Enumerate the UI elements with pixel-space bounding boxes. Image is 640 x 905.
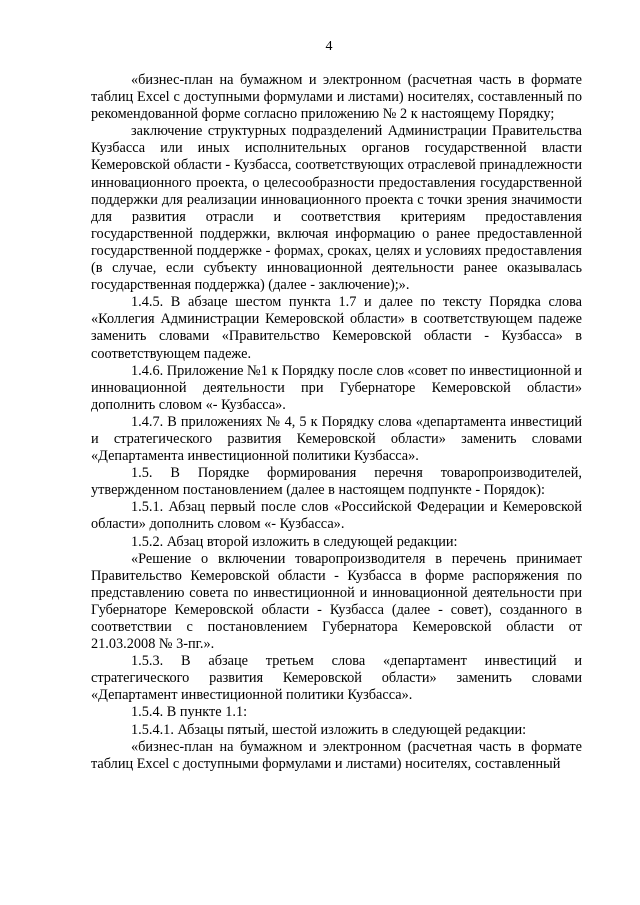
paragraph: 1.4.5. В абзаце шестом пункта 1.7 и далее по тексту Порядка слова «Коллегия Администрации Кемеровской области» в соответствующем падеже заменить словами «Правительство Кемеровской области - Кузбасса» в соответствующем падеже. [91,294,582,362]
paragraph: 1.5. В Порядке формирования перечня товаропроизводителей, утвержденном постановлением (далее в настоящем подпункте - Порядок): [91,465,582,499]
paragraph: 1.5.1. Абзац первый после слов «Российской Федерации и Кемеровской области» дополнить словом «- Кузбасса». [91,499,582,533]
paragraph: 1.5.4. В пункте 1.1: [131,704,248,721]
paragraph: 1.4.7. В приложениях № 4, 5 к Порядку слова «департамента инвестиций и стратегического развития Кемеровской области» заменить словами «Департамента инвестиционной политики Кузбасса». [91,413,582,465]
paragraph: «бизнес-план на бумажном и электронном (расчетная часть в формате таблиц Excel с доступными формулами и листами) носителях, составленный по рекомендованной форме согласно приложению № 2 к настоящему Порядку; [91,72,582,123]
paragraph: 1.5.4.1. Абзацы пятый, шестой изложить в следующей редакции: [131,721,527,738]
paragraph: «Решение о включении товаропроизводителя в перечень принимает Правительство Кемеровской области - Кузбасса в форме распоряжения по представлению совета по инвестиционной и инновационной деятельности при Губернаторе Кемеровской области - Кузбасса (далее - совет), созданного в соответствии с постановлением Губернатора Кемеровской области от 21.03.2008 № 3-пг.». [91,550,582,653]
paragraph: заключение структурных подразделений Администрации Правительства Кузбасса или иных исполнительных органов государственной власти Кемеровской области - Кузбасса, соответствующих отраслевой принадлежности инновационного проекта, о целесообразности предоставления государственной поддержки для реализации инновационного проекта с точки зрения значимости для развития отрасли и соответствия критериям предоставления государственной поддержки, включая информацию о ранее предоставленной государственной поддержке - формах, сроках, целях и условиях предоставления (в случае, если субъекту инновационной деятельности ранее оказывалась государственная поддержка) (далее - заключение);». [91,123,582,294]
paragraph: 1.5.3. В абзаце третьем слова «департамент инвестиций и стратегического развития Кемеровской области» заменить словами «Департамент инвестиционной политики Кузбасса». [91,653,582,704]
paragraph: «бизнес-план на бумажном и электронном (расчетная часть в формате таблиц Excel с доступными формулами и листами) носителях, составленный [91,738,582,772]
paragraph: 1.5.2. Абзац второй изложить в следующей редакции: [131,533,458,550]
page-number: 4 [325,39,333,54]
document-body [91,72,582,773]
paragraph: 1.4.6. Приложение №1 к Порядку после слов «совет по инвестиционной и инновационной деятельности при Губернаторе Кемеровской области» дополнить словом «- Кузбасса». [91,362,582,413]
